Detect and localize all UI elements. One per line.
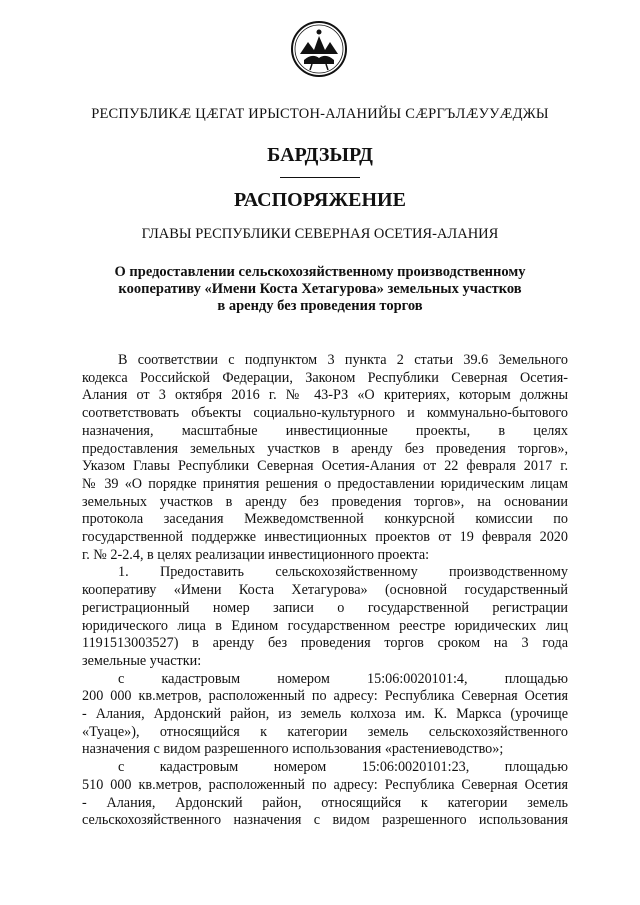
body-line: 510 000 кв.метров, расположенный по адресу: Республика Северная Осетия [82, 776, 568, 793]
body-line: кооперативу «Имени Коста Хетагурова» (основной государственный [82, 582, 568, 599]
body-line: Указом Главы Республики Северная Осетия-Алания от 22 февраля 2017 г. [82, 458, 568, 475]
document-title-ossetian: БАРДЗЫРД [267, 144, 373, 166]
republic-name-ossetian: РЕСПУБЛИКӔ ЦӔГАТ ИРЫСТОН-АЛАНИЙЫ СӔРГЪЛӔУУӔДЖЫ [91, 106, 549, 122]
body-line: 1. Предоставить сельскохозяйственному производственному [118, 564, 568, 581]
body-line: протокола заседания Межведомственной конкурсной комиссии по [82, 511, 568, 528]
body-line: земельные участки: [82, 652, 202, 669]
body-line: с кадастровым номером 15:06:0020101:23, площадью [118, 759, 568, 776]
document-heading [95, 264, 545, 315]
heading-line: в аренду без проведения торгов [217, 298, 423, 314]
body-line: с кадастровым номером 15:06:0020101:4, площадью [118, 670, 568, 687]
body-line: земельных участков в аренду без проведения торгов», на основании [82, 493, 568, 510]
body-line: Алания от 3 октября 2016 г. № 43-РЗ «О критериях, которым должны [82, 387, 568, 404]
body-line: назначения с видом разрешенного использования «растениеводство»; [82, 741, 504, 758]
body-line: - Алания, Ардонский район, относящийся к категории земель [82, 794, 568, 811]
body-line: В соответствии с подпунктом 3 пункта 2 статьи 39.6 Земельного [118, 352, 568, 368]
body-line: 1191513003527) в аренду без проведения торгов сроком на 3 года [82, 635, 568, 652]
body-line: г. № 2-2.4, в целях реализации инвестиционного проекта: [82, 546, 430, 563]
body-line: № 39 «О порядке принятия решения о предоставлении юридическим лицам [82, 475, 568, 492]
issuer-subtitle: ГЛАВЫ РЕСПУБЛИКИ СЕВЕРНАЯ ОСЕТИЯ-АЛАНИЯ [141, 226, 499, 242]
document-body [82, 352, 568, 830]
body-line: соответствовать объекты социально-культурного и коммунально-бытового [82, 405, 568, 422]
coat-of-arms-icon [290, 20, 348, 78]
heading-line: О предоставлении сельскохозяйственному производственному [114, 264, 526, 280]
heading-line: кооперативу «Имени Коста Хетагурова» земельных участков [118, 281, 522, 297]
body-line: 200 000 кв.метров, расположенный по адресу: Республика Северная Осетия [82, 688, 568, 705]
body-line: предоставления земельных участков в аренду без проведения торгов», [82, 440, 568, 457]
body-line: назначения, масштабные инвестиционные проекты, в целях [82, 422, 568, 439]
body-line: юридического лица в Едином государственном реестре юридических лиц [82, 617, 568, 634]
body-line: «Туаце»), относящийся к категории земель сельскохозяйственного [82, 723, 568, 740]
title-divider [280, 177, 360, 178]
body-line: регистрационный номер записи о государственной регистрации [82, 599, 568, 616]
body-line: кодекса Российской Федерации, Законом Республики Северная Осетия- [82, 369, 568, 386]
body-line: - Алания, Ардонский район, из земель колхоза им. К. Маркса (урочище [82, 706, 568, 723]
body-line: сельскохозяйственного назначения с видом разрешенного использования [82, 812, 568, 829]
body-line: государственной поддержке инвестиционных проектов от 19 февраля 2020 [82, 529, 568, 546]
document-title: РАСПОРЯЖЕНИЕ [234, 189, 406, 211]
